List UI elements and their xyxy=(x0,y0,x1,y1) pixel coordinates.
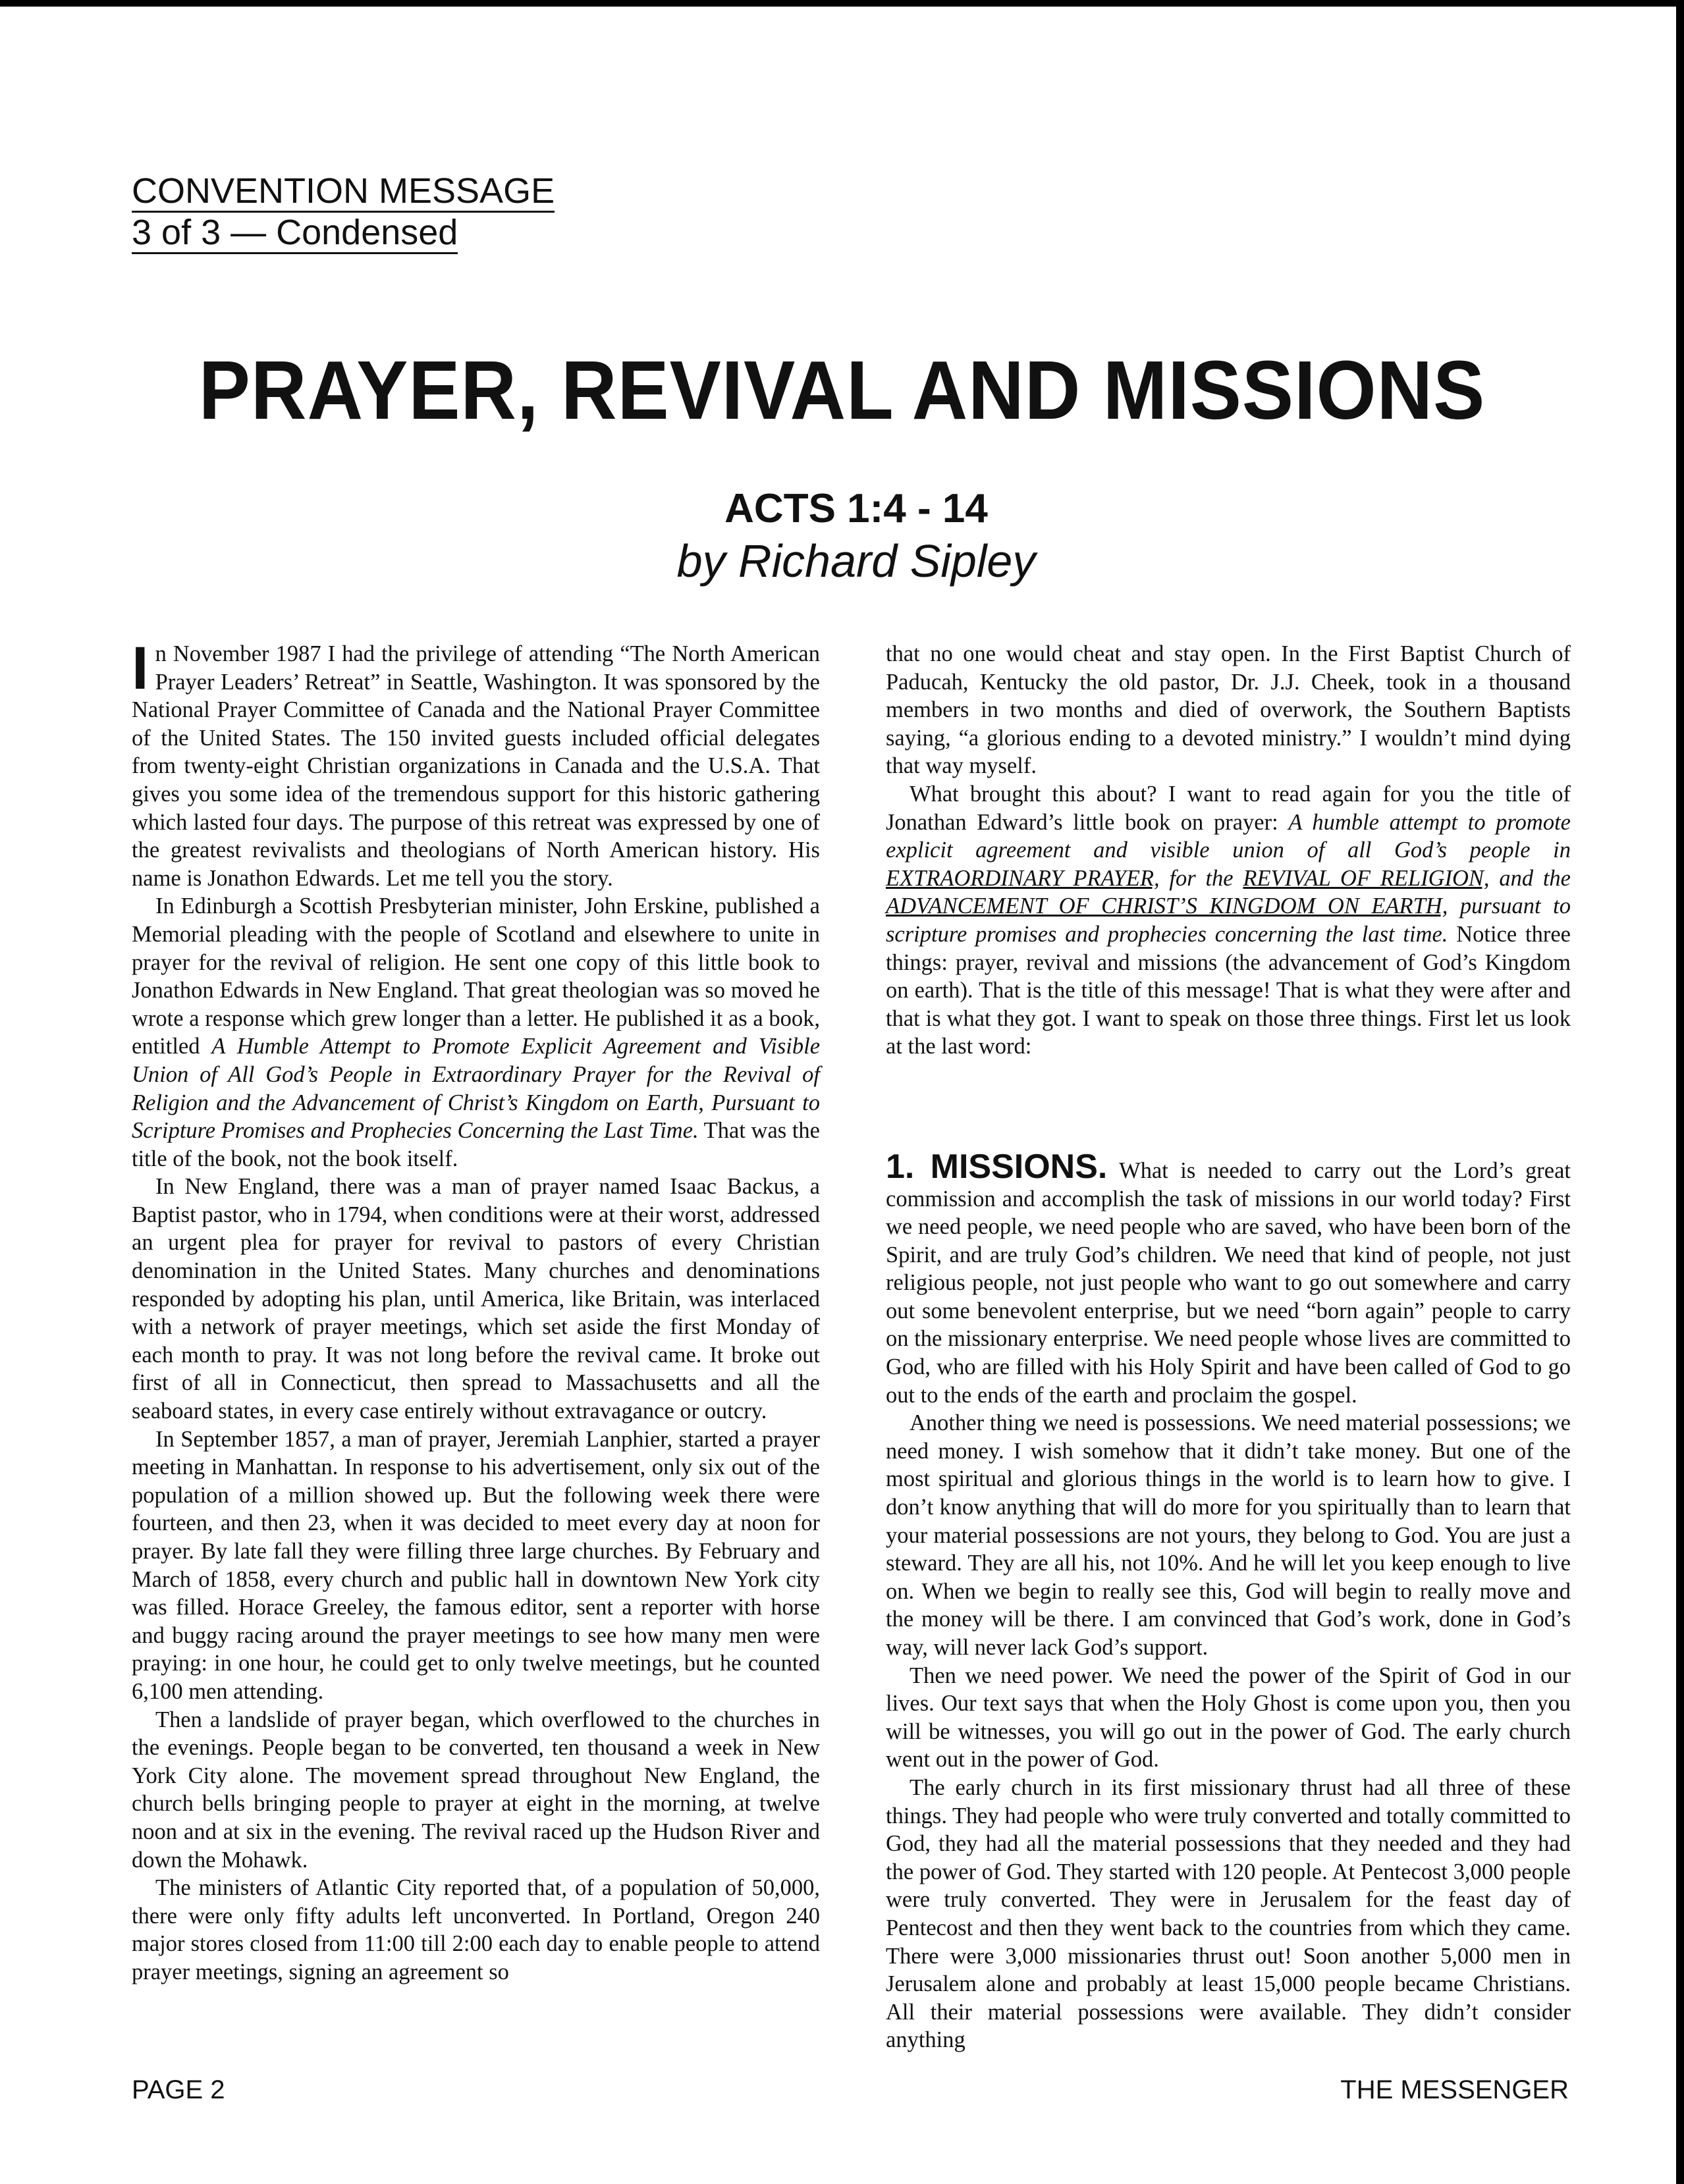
paragraph: 1. MISSIONS. What is needed to carry out the Lord’s great commission and accomplish the task of missions in our world today? First we need people, we need people who are saved, who have been born of the Spirit, and are truly God’s children. We need that kind of people, not just religious people, not just people who want to go out somewhere and carry out some benevolent enterprise, but we need “born again” people to carry on the missionary enterprise. We need people whose lives are committed to God, who are filled with his Holy Spirit and have been called of God to go out to the ends of the earth and proclaim the gospel. xyxy=(886,1147,1571,1408)
paragraph: Then we need power. We need the power of the Spirit of God in our lives. Our text says that when the Holy Ghost is come upon you, then you will be witnesses, you will go out in the power of God. The early church went out in the power of God. xyxy=(886,1663,1571,1772)
paragraph: In November 1987 I had the privilege of attending “The North American Prayer Leaders’ Retreat” in Seattle, Washington. It was sponsored by the National Prayer Committee of Canada and the National Prayer Committee of the United States. The 150 invited guests included official delegates from twenty-eight Christian organizations in Canada and the U.S.A. That gives you some idea of the tremendous support for this historic gathering which lasted four days. The purpose of this retreat was expressed by one of the greatest revivalists and theologians of North American history. His name is Jonathon Edwards. Let me tell you the story. xyxy=(132,635,820,891)
left-column xyxy=(132,635,821,1986)
author-byline: by Richard Sipley xyxy=(676,535,1036,587)
right-column xyxy=(886,640,1571,2054)
section-label-title: CONVENTION MESSAGE xyxy=(132,173,555,213)
paragraph: Then a landslide of prayer began, which overflowed to the churches in the evenings. People began to be converted, ten thousand a week in New York City alone. The movement spread throughout New England, the church bells bringing people to prayer at eight in the morning, at twelve noon and at six in the evening. The revival raced up the Hudson River and down the Mohawk. xyxy=(132,1707,820,1873)
paragraph: What brought this about? I want to read again for you the title of Jonathan Edward’s little book on prayer: A humble attempt to promote explicit agreement and visible union of all God’s people in EXTRAORDINARY PRAYER, for the REVIVAL OF RELIGION, and the ADVANCEMENT OF CHRIST’S KINGDOM ON EARTH, pursuant to scripture promises and prophecies concerning the last time. Notice three things: prayer, revival and missions (the advancement of God’s Kingdom on earth). That is the title of this message! That is what they were after and that is what they got. I want to speak on those three things. First let us look at the last word: xyxy=(886,781,1571,1059)
paragraph: In September 1857, a man of prayer, Jeremiah Lanphier, started a prayer meeting in Manhattan. In response to his advertisement, only six out of the population of a million showed up. But the following week there were fourteen, and then 23, when it was decided to meet every day at noon for prayer. By late fall they were filling three large churches. By February and March of 1858, every church and public hall in downtown New York city was filled. Horace Greeley, the famous editor, sent a reporter with horse and buggy racing around the prayer meetings to see how many men were praying: in one hour, he could get to only twelve meetings, but he counted 6,100 men attending. xyxy=(132,1426,820,1704)
section-label-sub: 3 of 3 — Condensed xyxy=(132,214,458,254)
scan-edge-top xyxy=(0,0,1684,7)
paragraph: The early church in its first missionary thrust had all three of these things. They had people who were truly converted and totally committed to God, they had all the material possessions that they needed and they had the power of God. They started with 120 people. At Pentecost 3,000 people were truly converted. They were in Jerusalem for the feast day of Pentecost and then they went back to the countries from which they came. There were 3,000 missionaries thrust out! Soon another 5,000 men in Jerusalem alone and probably at least 15,000 people became Christians. All their material possessions were available. They didn’t consider anything xyxy=(886,1774,1571,2053)
publication-name: THE MESSENGER xyxy=(1340,2075,1569,2104)
paragraph: In Edinburgh a Scottish Presbyterian minister, John Erskine, published a Memorial pleading with the people of Scotland and elsewhere to unite in prayer for the revival of religion. He sent one copy of this little book to Jonathon Edwards in New England. That great theologian was so moved he wrote a response which grew longer than a letter. He published it as a book, entitled A Humble Attempt to Promote Explicit Agreement and Visible Union of All God’s People in Extraordinary Prayer for the Revival of Religion and the Advancement of Christ’s Kingdom on Earth, Pursuant to Scripture Promises and Prophecies Concerning the Last Time. That was the title of the book, not the book itself. xyxy=(132,893,821,1171)
drop-cap: I xyxy=(132,635,149,702)
scan-edge-right xyxy=(1676,0,1684,2184)
paragraph: The ministers of Atlantic City reported that, of a population of 50,000, there were only fifty adults left unconverted. In Portland, Oregon 240 major stores closed from 11:00 till 2:00 each day to enable people to attend prayer meetings, signing an agreement so xyxy=(132,1875,820,1984)
section-heading: 1. MISSIONS. xyxy=(886,1147,1108,1186)
paragraph: that no one would cheat and stay open. In the First Baptist Church of Paducah, Kentucky the old pastor, Dr. J.J. Cheek, took in a thousand members in two months and died of overwork, the Southern Baptists saying, “a glorious ending to a devoted ministry.” I wouldn’t mind dying that way myself. xyxy=(886,641,1571,779)
page-title: PRAYER, REVIVAL AND MISSIONS xyxy=(198,344,1486,437)
scripture-reference: ACTS 1:4 - 14 xyxy=(724,486,988,531)
paragraph: Another thing we need is possessions. We need material possessions; we need money. I wish somehow that it didn’t take money. But one of the most spiritual and glorious things in the world is to learn how to give. I don’t know anything that will do more for you spiritually than to learn that your material possessions are not yours, they belong to God. You are just a steward. They are all his, not 10%. And he will let you keep enough to live on. When we begin to really see this, God will begin to really move and the money will be there. I am convinced that God’s work, done in God’s way, will never lack God’s support. xyxy=(886,1410,1571,1660)
page-number: PAGE 2 xyxy=(132,2075,225,2104)
section-spacer xyxy=(886,1061,1571,1153)
section-label xyxy=(132,173,555,254)
paragraph: In New England, there was a man of prayer named Isaac Backus, a Baptist pastor, who in 1794, when conditions were at their worst, addressed an urgent plea for prayer for revival to pastors of every Christian denomination in the United States. Many churches and denominations responded by adopting his plan, until America, like Britain, was interlaced with a network of prayer meetings, which set aside the first Monday of each month to pray. It was not long before the revival came. It broke out first of all in Connecticut, then spread to Massachusetts and all the seaboard states, in every case entirely without extravagance or outcry. xyxy=(132,1174,820,1424)
